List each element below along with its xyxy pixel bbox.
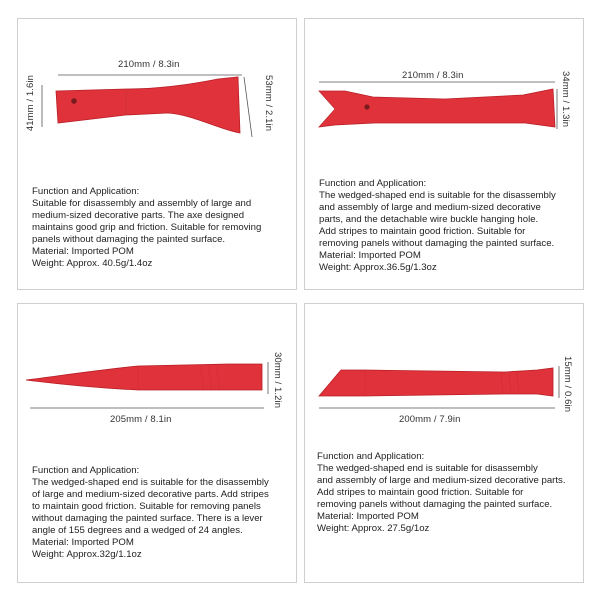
weight-text: Weight: Approx. 27.5g/1oz [317,523,430,534]
description-line: to maintain good friction. Suitable for removing panels [32,501,261,512]
right-height-label: 15mm / 0.6in [562,356,573,413]
weight-text: Weight: Approx.32g/1.1oz [32,549,142,560]
description-line: removing panels without damaging the painted surface. [317,499,553,510]
hanging-hole-icon [364,104,369,109]
description-line: angle of 155 degrees and a wedged of 24 angles. [32,525,243,536]
right-height-dimension-line [244,77,252,137]
description-line: Add stripes to maintain good friction. Suitable for [319,226,526,237]
length-label: 210mm / 8.3in [118,59,180,70]
description-block [317,451,566,535]
forked-tool-body [319,89,555,127]
right-height-label: 30mm / 1.2in [272,352,283,409]
description-block [32,465,269,561]
wedge-tool-body [26,364,262,390]
weight-text: Weight: Approx. 40.5g/1.4oz [32,258,153,269]
description-heading: Function and Application: [32,465,140,476]
length-label: 205mm / 8.1in [110,414,172,425]
material-text: Material: Imported POM [317,511,419,522]
material-text: Material: Imported POM [32,537,134,548]
description-line: medium-sized decorative parts. The axe designed [32,210,245,221]
axe-tool-body [56,77,240,133]
right-height-label: 34mm / 1.3in [560,71,571,128]
product-panel-wedge-tool [17,303,297,583]
description-heading: Function and Application: [319,178,427,189]
right-height-label: 53mm / 2.1in [263,75,274,132]
description-block [32,186,261,270]
description-block [319,178,556,274]
description-line: without damaging the painted surface. There is a lever [32,513,263,524]
length-label: 200mm / 7.9in [399,414,461,425]
description-line: The wedged-shaped end is suitable for the disassembly [32,477,269,488]
product-panel-slim-tool [304,303,584,583]
description-heading: Function and Application: [317,451,425,462]
left-height-label: 41mm / 1.6in [25,75,36,132]
weight-text: Weight: Approx.36.5g/1.3oz [319,262,437,273]
description-line: and assembly of large and medium-sized decorative parts. [317,475,566,486]
description-line: Suitable for disassembly and assembly of large and [32,198,252,209]
product-panel-forked-tool [304,18,584,290]
description-line: removing panels without damaging the painted surface. [319,238,555,249]
hanging-hole-icon [71,98,77,104]
length-label: 210mm / 8.3in [402,70,464,81]
description-line: The wedged-shaped end is suitable for the disassembly [319,190,556,201]
description-line: Add stripes to maintain good friction. Suitable for [317,487,524,498]
description-line: panels without damaging the painted surface. [32,234,226,245]
slim-tool-drawing [305,304,585,584]
material-text: Material: Imported POM [319,250,421,261]
description-line: maintains good grip and friction. Suitable for removing [32,222,262,233]
description-line: and assembly of large and medium-sized decorative [319,202,541,213]
product-panel-axe-tool [17,18,297,290]
material-text: Material: Imported POM [32,246,134,257]
description-line: parts, and the detachable wire buckle hanging hole. [319,214,539,225]
description-heading: Function and Application: [32,186,140,197]
description-line: The wedged-shaped end is suitable for disassembly [317,463,538,474]
description-line: of large and medium-sized decorative parts. Add stripes [32,489,269,500]
